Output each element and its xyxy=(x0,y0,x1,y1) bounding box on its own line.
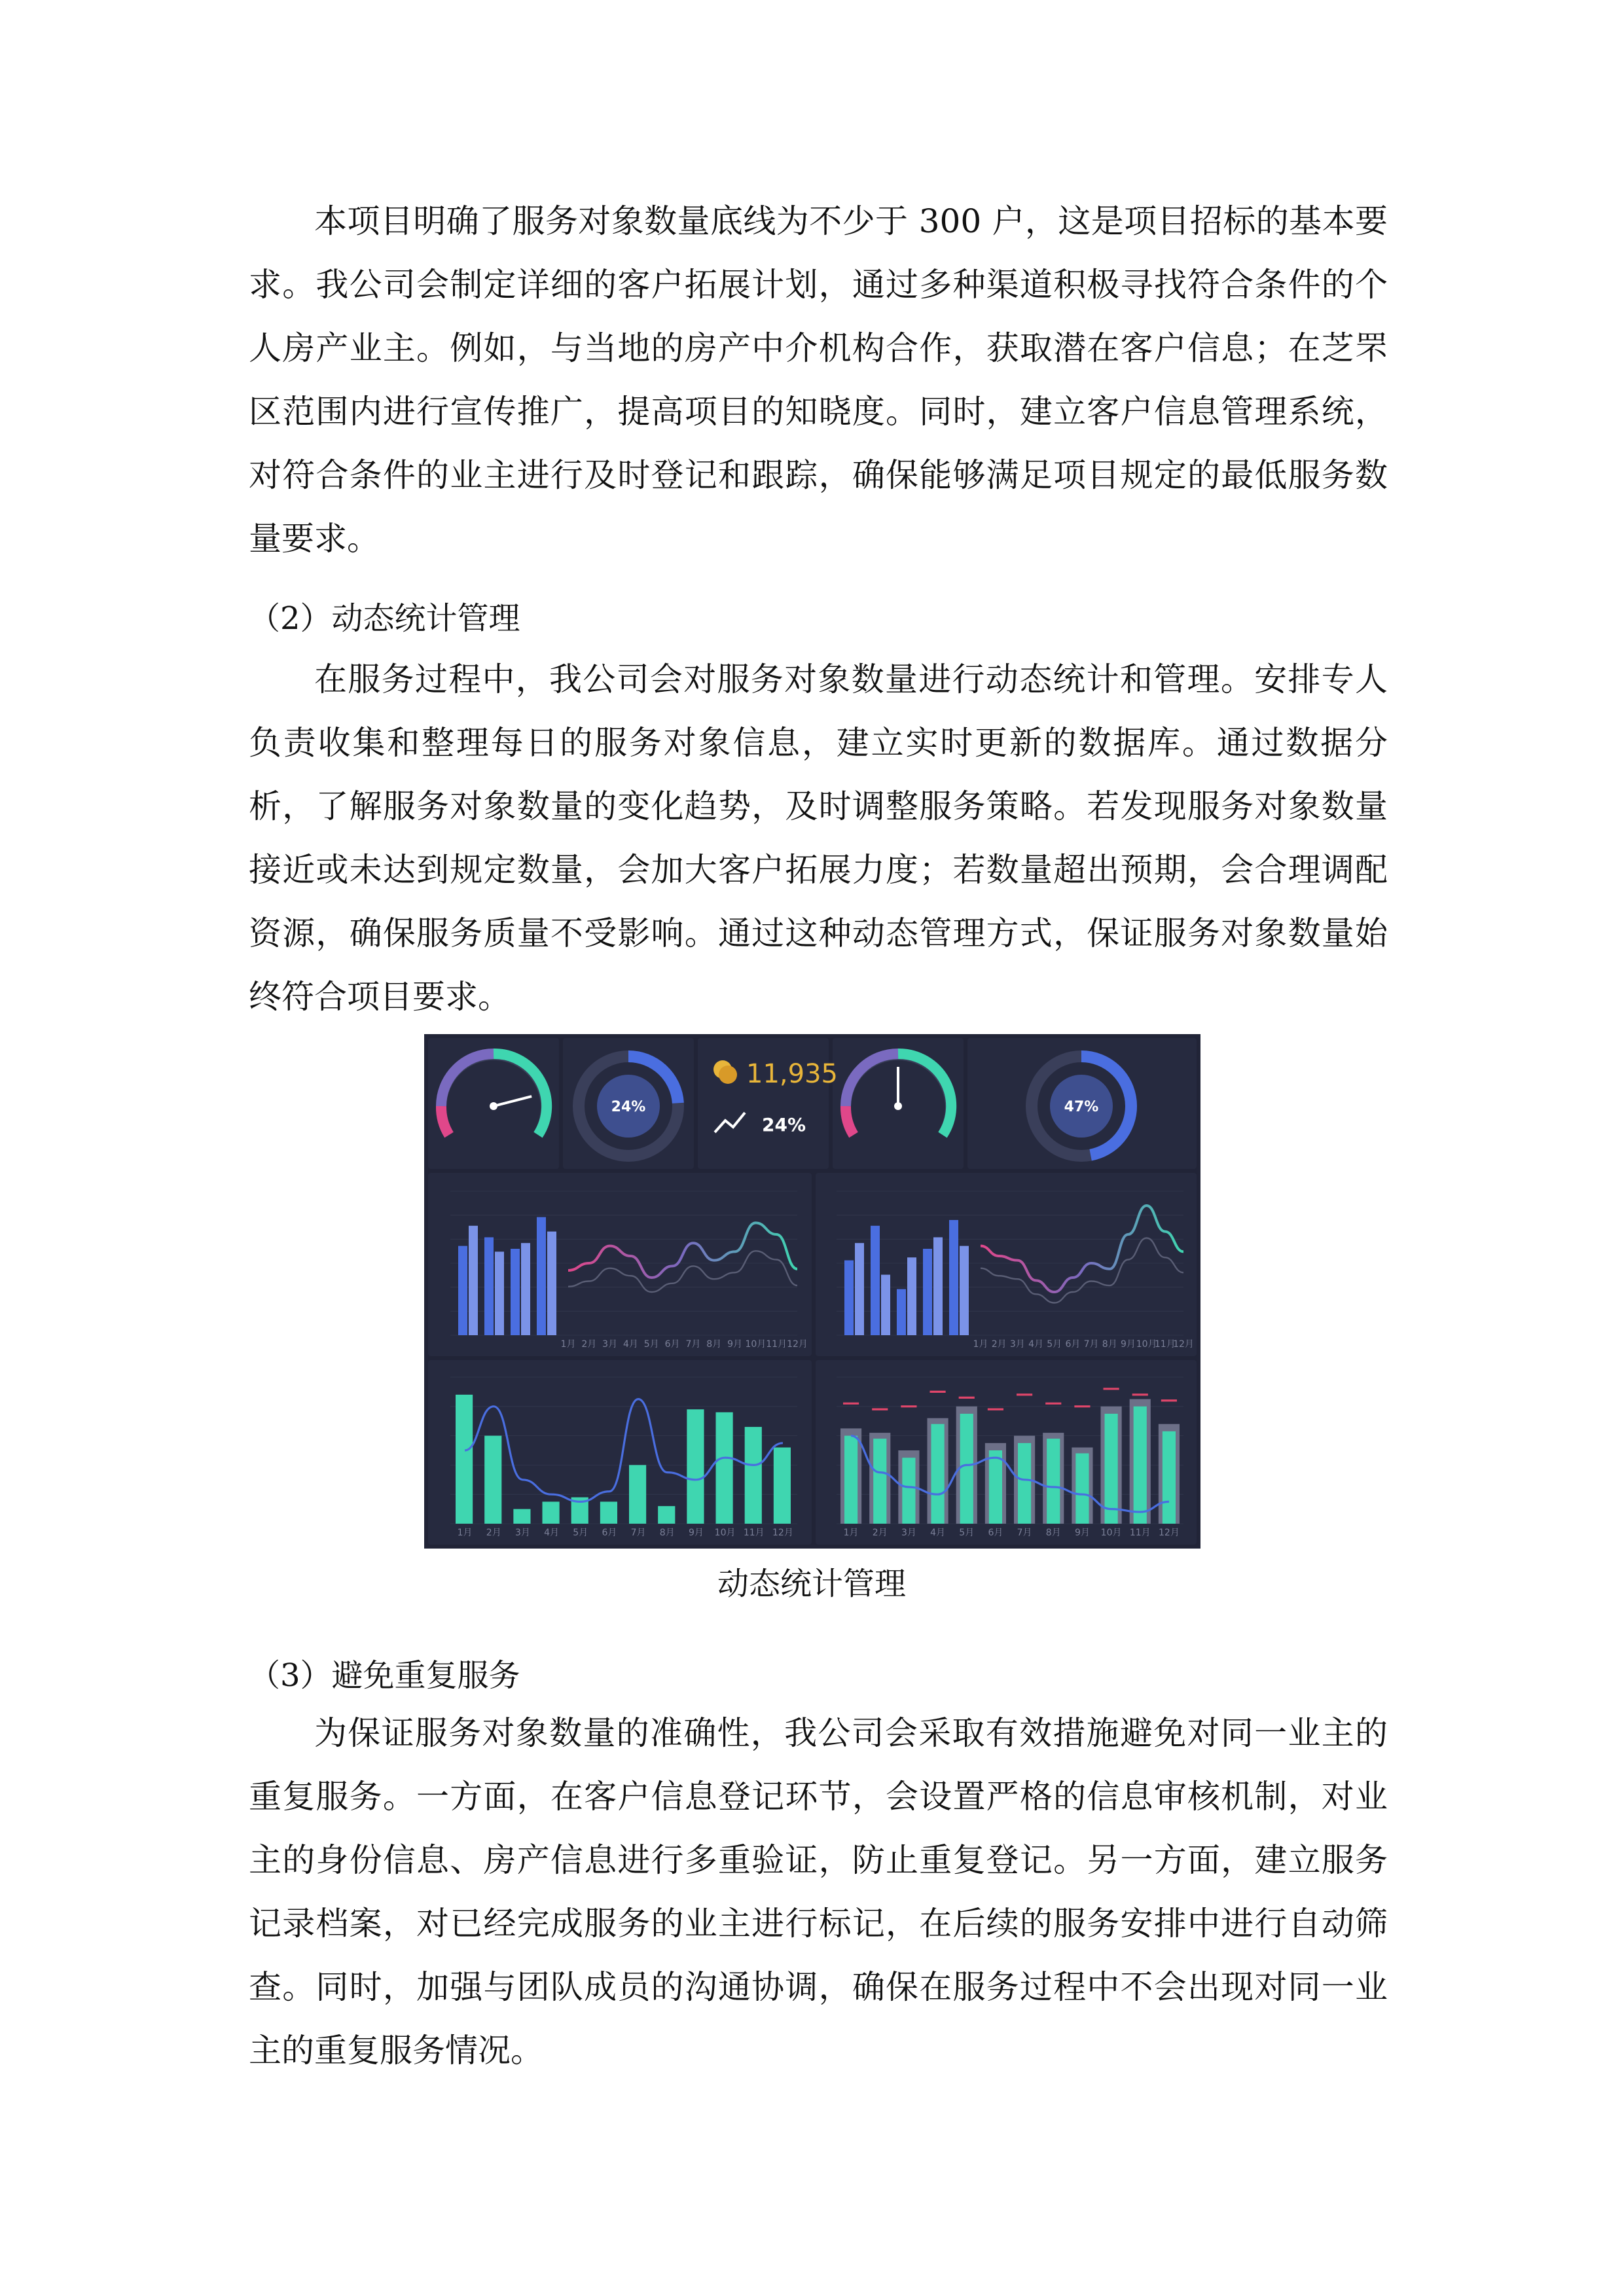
bar-4 xyxy=(543,1501,560,1524)
x-tick: 1月 xyxy=(973,1339,988,1350)
bar-10 xyxy=(1105,1414,1118,1524)
x-tick: 12月 xyxy=(1173,1339,1194,1350)
bar-3 xyxy=(902,1458,915,1524)
bar-bars-b-2 xyxy=(881,1275,890,1335)
x-tick: 3月 xyxy=(1009,1339,1025,1350)
x-tick: 4月 xyxy=(1028,1339,1044,1350)
bar-bars-b-3 xyxy=(521,1243,530,1335)
x-tick: 5月 xyxy=(959,1528,975,1538)
bar-7 xyxy=(629,1465,646,1524)
bar-bars-a-3 xyxy=(511,1249,520,1335)
bar-bars-b-1 xyxy=(855,1243,864,1335)
x-tick: 9月 xyxy=(1120,1339,1136,1350)
x-tick: 8月 xyxy=(659,1528,675,1538)
bar-8 xyxy=(658,1506,675,1524)
bar-4 xyxy=(931,1424,945,1524)
x-tick: 8月 xyxy=(1045,1528,1061,1538)
x-tick: 1月 xyxy=(843,1528,859,1538)
x-tick: 11月 xyxy=(1129,1528,1151,1538)
bar-bars-a-2 xyxy=(484,1237,494,1335)
bar-5 xyxy=(960,1414,973,1524)
bar-10 xyxy=(716,1412,733,1524)
bar-bars-a-1 xyxy=(458,1246,467,1335)
growth-percent: 24% xyxy=(762,1114,806,1136)
x-tick: 3月 xyxy=(901,1528,916,1538)
bar-11 xyxy=(1134,1407,1147,1524)
bar-bars-a-2 xyxy=(871,1226,880,1335)
bar-bars-a-1 xyxy=(844,1261,854,1335)
bar-bars-a-4 xyxy=(537,1217,546,1335)
x-tick: 12月 xyxy=(772,1528,793,1538)
bar-9 xyxy=(1075,1453,1089,1524)
kpi-value: 11,935 xyxy=(746,1059,838,1089)
x-tick: 11月 xyxy=(766,1339,787,1350)
bar-12 xyxy=(1163,1431,1176,1524)
x-tick: 9月 xyxy=(688,1528,704,1538)
donut-1-label: 24% xyxy=(611,1099,646,1115)
heading-avoid-duplicate: （3）避免重复服务 xyxy=(249,1657,520,1694)
x-tick: 11月 xyxy=(1154,1339,1176,1350)
bar-8 xyxy=(1047,1439,1060,1524)
bar-6 xyxy=(600,1501,617,1524)
x-tick: 6月 xyxy=(1065,1339,1081,1350)
x-tick: 1月 xyxy=(457,1528,473,1538)
x-tick: 4月 xyxy=(544,1528,560,1538)
paragraph-avoid-duplicate: 为保证服务对象数量的准确性，我公司会采取有效措施避免对同一业主的重复服务。一方面，在客户信息登记环节，会设置严格的信息审核机制，对业主的身份信息、房产信息进行多重验证，防止重复登记。另一方面，建立服务记录档案，对已经完成服务的业主进行标记，在后续的服务安排中进行自动筛查。同时，加强与团队成员的沟通协调，确保在服务过程中不会出现对同一业主的重复服务情况。 xyxy=(249,1714,1388,2070)
figure-caption: 动态统计管理 xyxy=(717,1566,906,1602)
x-tick: 7月 xyxy=(1017,1528,1032,1538)
x-tick: 12月 xyxy=(787,1339,808,1350)
x-tick: 7月 xyxy=(685,1339,701,1350)
bar-bars-b-1 xyxy=(469,1226,478,1335)
x-tick: 2月 xyxy=(991,1339,1007,1350)
bar-bars-b-4 xyxy=(933,1237,943,1335)
donut-2-label: 47% xyxy=(1064,1099,1099,1115)
x-tick: 10月 xyxy=(745,1339,767,1350)
x-tick: 10月 xyxy=(1136,1339,1157,1350)
x-tick: 9月 xyxy=(727,1339,743,1350)
bar-7 xyxy=(1018,1443,1031,1524)
x-tick: 8月 xyxy=(706,1339,722,1350)
bar-bars-b-3 xyxy=(907,1257,916,1335)
bar-bars-b-4 xyxy=(547,1232,556,1335)
bar-9 xyxy=(687,1409,704,1524)
x-tick: 5月 xyxy=(573,1528,588,1538)
x-tick: 3月 xyxy=(514,1528,530,1538)
x-tick: 2月 xyxy=(872,1528,888,1538)
x-tick: 2月 xyxy=(581,1339,597,1350)
paragraph-customer-expansion: 本项目明确了服务对象数量底线为不少于 300 户，这是项目招标的基本要求。我公司会制定详细的客户拓展计划，通过多种渠道积极寻找符合条件的个人房产业主。例如，与当地的房产中介机构合作，获取潜在客户信息；在芝罘区范围内进行宣传推广，提高项目的知晓度。同时，建立客户信息管理系统，对符合条件的业主进行及时登记和跟踪，确保能够满足项目规定的最低服务数量要求。 xyxy=(249,202,1388,558)
x-tick: 4月 xyxy=(623,1339,638,1350)
x-tick: 1月 xyxy=(560,1339,576,1350)
bar-11 xyxy=(745,1427,762,1524)
x-tick: 8月 xyxy=(1102,1339,1117,1350)
dashboard-image xyxy=(424,1034,1200,1549)
heading-dynamic-stats: （2）动态统计管理 xyxy=(249,600,520,637)
x-tick: 5月 xyxy=(643,1339,659,1350)
x-tick: 7月 xyxy=(630,1528,646,1538)
x-tick: 7月 xyxy=(1083,1339,1099,1350)
bar-2 xyxy=(873,1439,886,1524)
bar-1 xyxy=(844,1436,857,1524)
bar-6 xyxy=(989,1450,1002,1524)
x-tick: 9月 xyxy=(1074,1528,1090,1538)
x-tick: 6月 xyxy=(664,1339,680,1350)
bar-12 xyxy=(774,1448,791,1524)
bar-bars-a-5 xyxy=(949,1220,958,1335)
x-tick: 2月 xyxy=(486,1528,501,1538)
x-tick: 4月 xyxy=(930,1528,946,1538)
bar-bars-a-4 xyxy=(923,1249,932,1335)
x-tick: 3月 xyxy=(602,1339,618,1350)
bar-bars-a-3 xyxy=(897,1289,906,1335)
x-tick: 10月 xyxy=(1100,1528,1122,1538)
bar-bars-b-5 xyxy=(960,1246,969,1335)
x-tick: 6月 xyxy=(988,1528,1003,1538)
x-tick: 6月 xyxy=(602,1528,617,1538)
bar-2 xyxy=(484,1436,501,1524)
x-tick: 5月 xyxy=(1047,1339,1062,1350)
bar-3 xyxy=(513,1509,530,1524)
x-tick: 10月 xyxy=(714,1528,736,1538)
paragraph-dynamic-stats: 在服务过程中，我公司会对服务对象数量进行动态统计和管理。安排专人负责收集和整理每日的服务对象信息，建立实时更新的数据库。通过数据分析，了解服务对象数量的变化趋势，及时调整服务策略。若发现服务对象数量接近或未达到规定数量，会加大客户拓展力度；若数量超出预期，会合理调配资源，确保服务质量不受影响。通过这种动态管理方式，保证服务对象数量始终符合项目要求。 xyxy=(249,660,1388,1016)
bar-1 xyxy=(456,1395,473,1524)
bar-bars-b-2 xyxy=(495,1251,504,1335)
x-tick: 12月 xyxy=(1159,1528,1180,1538)
x-tick: 11月 xyxy=(743,1528,765,1538)
